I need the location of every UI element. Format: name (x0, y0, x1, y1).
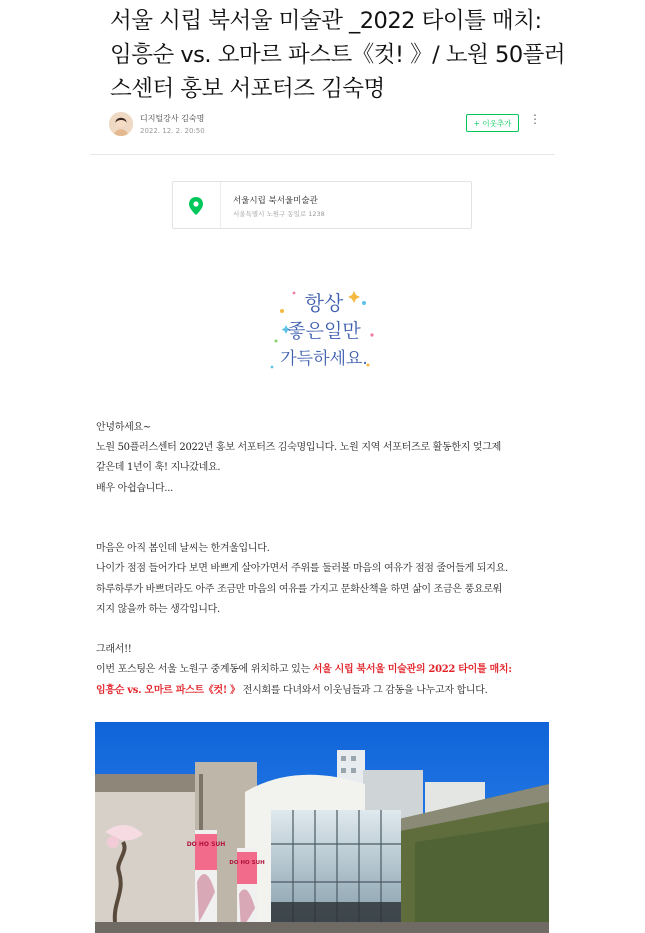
body-text-highlight: 서울 시립 북서울 미술관의 2022 타이틀 매치: (312, 664, 512, 676)
museum-building-image (95, 722, 549, 933)
body-line: 지지 않을까 하는 생각입니다. (96, 603, 220, 615)
body-text-plain: 이번 포스팅은 서울 노원구 중계동에 위치하고 있는 (96, 664, 313, 676)
post-body (96, 418, 566, 701)
paragraph-gap (96, 519, 566, 539)
body-line: 안녕하세요~ (96, 422, 151, 433)
sticker-line-3: 가득하세요. (280, 349, 368, 369)
author-avatar[interactable] (109, 112, 133, 136)
body-line: 같은데 1년이 훅! 지나갔네요. (96, 462, 221, 474)
sticker-line-2: 좋은일만 (287, 320, 361, 342)
body-line: 나이가 점점 들어가다 보면 바쁘게 살아가면서 주위를 둘러볼 마음의 여유가 점점 줄어들게 되지요. (96, 563, 508, 575)
place-name: 서울시립 북서울미술관 (233, 196, 318, 206)
banner-text-right: DO HO SUH (229, 860, 265, 866)
more-options-icon[interactable]: ⋮ (529, 112, 541, 126)
post-title-line: 서울 시립 북서울 미술관 _2022 타이틀 매치: (110, 8, 542, 34)
avatar-image (109, 112, 133, 136)
header-divider (90, 154, 555, 155)
body-line (96, 660, 566, 680)
place-address: 서울특별시 노원구 동일로 1238 (233, 210, 325, 218)
body-text-highlight: 임흥순 vs. 오마르 파스트《컷! 》 (96, 684, 240, 696)
map-pin-icon (189, 197, 203, 215)
place-card-separator (220, 182, 221, 228)
body-line: 배우 아쉽습니다... (96, 482, 174, 494)
banner-text-left: DO HO SUH (186, 841, 226, 848)
body-line (96, 681, 566, 701)
post-title-line: 스센터 홍보 서포터즈 김숙명 (110, 76, 385, 102)
body-line: 그래서!! (96, 644, 132, 656)
sticker-line-1: 항상 (304, 291, 344, 315)
museum-photo[interactable] (95, 722, 549, 933)
post-title-line: 임흥순 vs. 오마르 파스트《컷! 》/ 노원 50플러 (110, 42, 566, 68)
paragraph-gap (96, 499, 566, 519)
body-text-plain: 전시회를 다녀와서 이웃님들과 그 감동을 나누고자 합니다. (239, 684, 488, 696)
add-neighbor-button[interactable]: + 이웃추가 (466, 114, 519, 132)
post-title (110, 4, 580, 106)
body-line: 하루하루가 바쁘더라도 아주 조금만 마음의 여유를 가지고 문화산책을 하면 삶이 조금은 풍요로워 (96, 583, 503, 595)
author-name[interactable]: 디지털강사 김숙명 (140, 114, 205, 123)
post-date: 2022. 12. 2. 20:50 (140, 127, 205, 135)
body-line: 노원 50플러스센터 2022년 홍보 서포터즈 김숙명입니다. 노원 지역 서포터즈로 활동한지 엊그제 (96, 442, 501, 454)
greeting-sticker (268, 285, 380, 375)
place-card[interactable] (172, 181, 472, 229)
paragraph-gap (96, 620, 566, 640)
body-line: 마음은 아직 봄인데 날씨는 한겨울입니다. (96, 543, 270, 555)
